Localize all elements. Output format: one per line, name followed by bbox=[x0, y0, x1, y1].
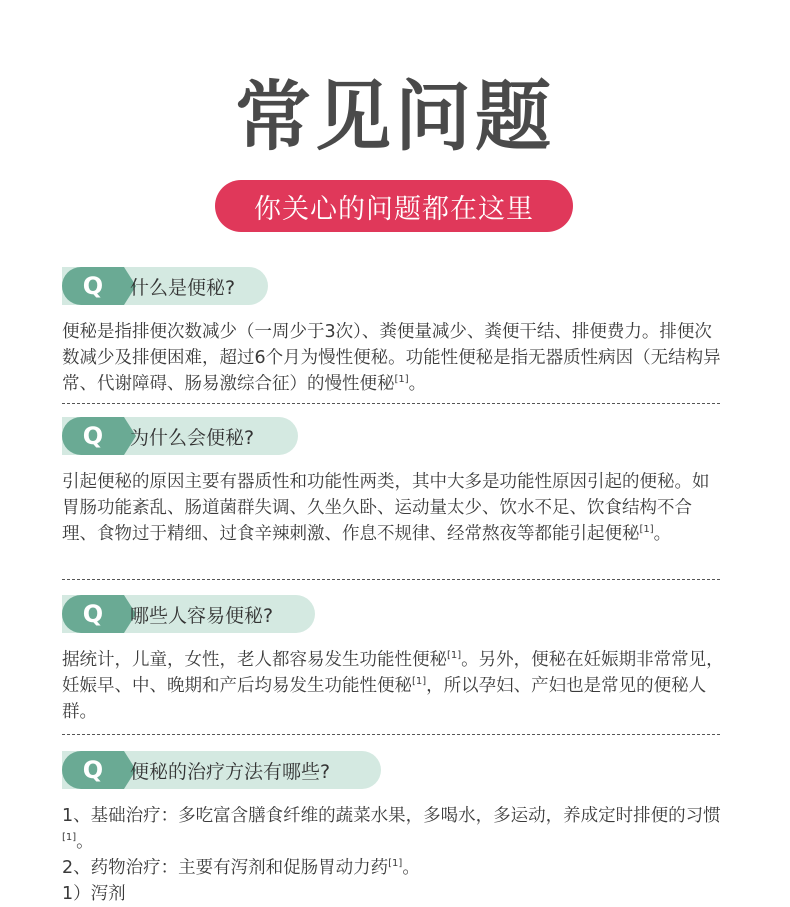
question-header[interactable] bbox=[62, 417, 724, 455]
reference-marker: [1] bbox=[639, 524, 654, 535]
dashed-divider bbox=[62, 734, 720, 735]
dashed-divider bbox=[62, 403, 720, 404]
answer-paragraph: 据统计，儿童，女性，老人都容易发生功能性便秘[1]。另外，便秘在妊娠期非常常见，妊娠早、中、晚期和产后均易发生功能性便秘[1]，所以孕妇、产妇也是常见的便秘人群。 bbox=[62, 650, 724, 722]
answer-text bbox=[62, 803, 724, 907]
page-title: 常见问题 bbox=[235, 72, 555, 161]
answer-paragraph: 2、药物治疗：主要有泻剂和促肠胃动力药[1]。 bbox=[62, 858, 420, 878]
answer-paragraph: 1）泻剂 bbox=[62, 884, 126, 904]
subtitle-text: 你关心的问题都在这里 bbox=[254, 193, 534, 225]
answer-paragraph: 便秘是指排便次数减少（一周少于3次）、粪便量减少、粪便干结、排便费力。排便次数减少及排便困难，超过6个月为慢性便秘。功能性便秘是指无器质性病因（无结构异常、代谢障碍、肠易激综合征）的慢性便秘[1]。 bbox=[62, 322, 721, 394]
answer-text bbox=[62, 319, 724, 397]
answer-paragraph: 引起便秘的原因主要有器质性和功能性两类，其中大多是功能性原因引起的便秘。如胃肠功能紊乱、肠道菌群失调、久坐久卧、运动量太少、饮水不足、饮食结构不合理、食物过于精细、过食辛辣刺激、作息不规律、经常熬夜等都能引起便秘[1]。 bbox=[62, 472, 710, 544]
dashed-divider bbox=[62, 579, 720, 580]
question-text: 为什么会便秘? bbox=[130, 426, 255, 449]
reference-marker: [1] bbox=[447, 650, 462, 661]
question-header[interactable] bbox=[62, 751, 724, 789]
faq-item-3 bbox=[62, 595, 724, 725]
question-header[interactable] bbox=[62, 595, 724, 633]
answer-paragraph: 1、基础治疗：多吃富含膳食纤维的蔬菜水果，多喝水，多运动，养成定时排便的习惯[1]。 bbox=[62, 806, 721, 852]
faq-item-4 bbox=[62, 751, 724, 907]
reference-marker: [1] bbox=[394, 374, 409, 385]
q-badge: Q bbox=[62, 417, 124, 455]
question-text: 便秘的治疗方法有哪些? bbox=[130, 760, 331, 783]
reference-marker: [1] bbox=[412, 676, 427, 687]
q-badge: Q bbox=[62, 267, 124, 305]
faq-item-1 bbox=[62, 267, 724, 397]
answer-text bbox=[62, 469, 724, 547]
reference-marker: [1] bbox=[388, 858, 403, 869]
faq-item-2 bbox=[62, 417, 724, 547]
q-badge: Q bbox=[62, 751, 124, 789]
q-badge: Q bbox=[62, 595, 124, 633]
subtitle-pill bbox=[215, 180, 573, 232]
reference-marker: [1] bbox=[62, 832, 77, 843]
question-text: 哪些人容易便秘? bbox=[130, 604, 274, 627]
answer-text bbox=[62, 647, 724, 725]
question-header[interactable] bbox=[62, 267, 724, 305]
question-text: 什么是便秘? bbox=[130, 276, 236, 299]
